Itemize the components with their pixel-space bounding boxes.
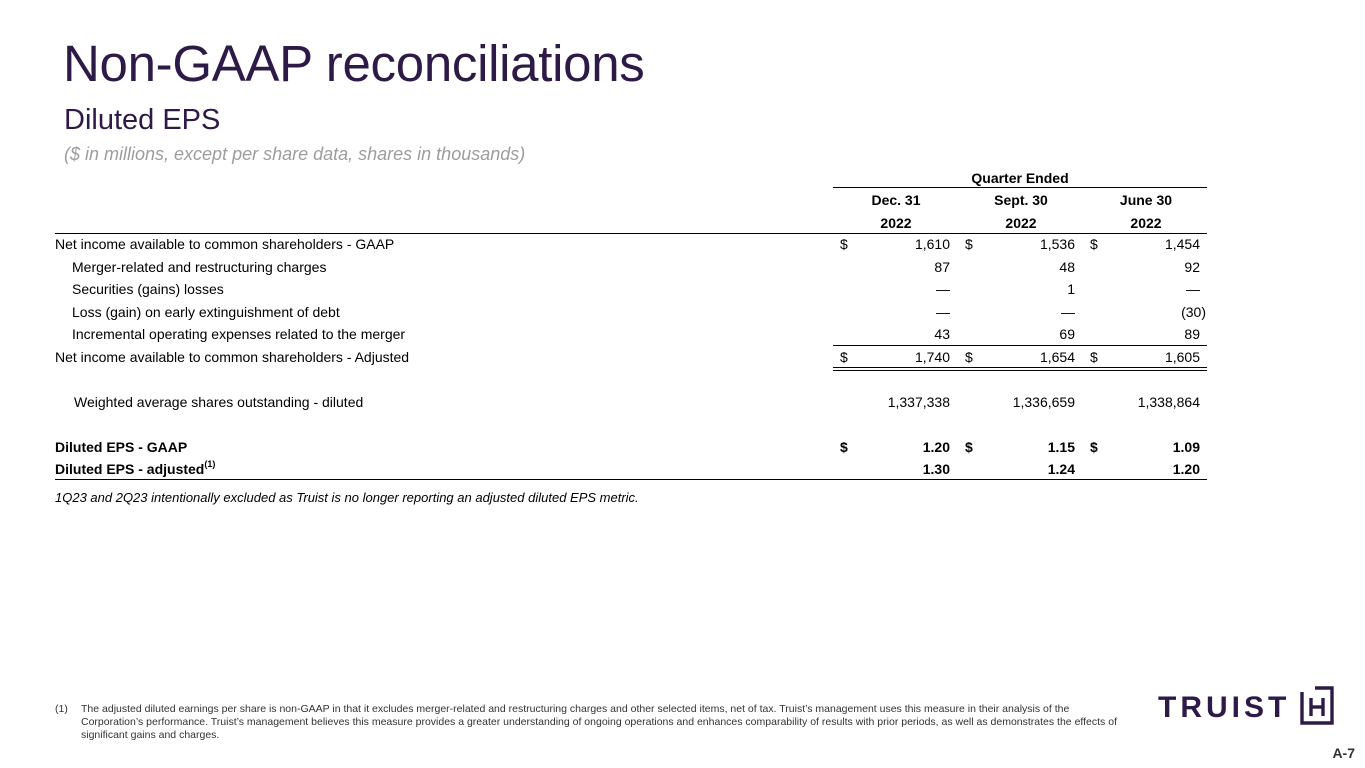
footnote [55, 703, 1130, 742]
cell-value: 87 [934, 259, 950, 275]
subtotal-underline [833, 345, 1207, 346]
footnote-marker: (1) [55, 703, 68, 715]
cell-value: 1.15 [1047, 439, 1075, 455]
row-label: Incremental operating expenses related to the merger [72, 326, 406, 342]
row-label-text: Diluted EPS - adjusted [55, 461, 205, 477]
exclusion-note: 1Q23 and 2Q23 intentionally excluded as Truist is no longer reporting an adjusted diluted EPS metric. [55, 490, 639, 505]
column-header-year: 2022 [1005, 215, 1037, 231]
table-row [55, 303, 1207, 321]
cell-value: — [1186, 281, 1200, 297]
row-label [55, 460, 215, 478]
dollar-sign: $ [840, 349, 848, 365]
table-row [55, 460, 1207, 478]
row-label: Weighted average shares outstanding - diluted [74, 394, 364, 410]
cell-value: 1,605 [1164, 349, 1200, 365]
column-header-month: Sept. 30 [994, 192, 1048, 208]
cell-value: 1.24 [1047, 461, 1075, 477]
row-label: Securities (gains) losses [72, 281, 224, 297]
cell-value: 1,337,338 [887, 394, 950, 410]
column-header-month: June 30 [1119, 192, 1173, 208]
table-row [55, 325, 1207, 343]
dollar-sign: $ [1090, 439, 1098, 455]
quarter-ended-header: Quarter Ended [971, 170, 1069, 186]
dollar-sign: $ [1090, 349, 1098, 365]
footnote-text: The adjusted diluted earnings per share is non-GAAP in that it excludes merger-related and restructuring charges and other selected items, net of tax. Truist’s management uses this measure in their analysis of the Corporation’s performance. Truist’s management believes this measure provides a greater understanding of ongoing operations and enhances comparability of results with prior periods, as well as demonstrates the effects of significant gains and charges. [81, 703, 1117, 741]
table-bottom-line [55, 479, 1207, 480]
cell-value: — [936, 304, 950, 320]
dollar-sign: $ [840, 439, 848, 455]
cell-value: 1.20 [1172, 461, 1200, 477]
cell-value: 1,610 [914, 236, 950, 252]
page-subtitle: Diluted EPS [64, 104, 221, 136]
row-label: Merger-related and restructuring charges [72, 259, 327, 275]
header-divider [833, 187, 1207, 188]
page-number: A-7 [1332, 745, 1355, 761]
cell-value: — [1061, 304, 1075, 320]
cell-value: — [936, 281, 950, 297]
row-label: Diluted EPS - GAAP [55, 439, 188, 455]
dollar-sign: $ [965, 236, 973, 252]
cell-value: 69 [1059, 326, 1075, 342]
cell-value: 48 [1059, 259, 1075, 275]
cell-value: 92 [1184, 259, 1200, 275]
dollar-sign: $ [965, 439, 973, 455]
row-label: Net income available to common shareholders - GAAP [55, 236, 395, 252]
row-label: Loss (gain) on early extinguishment of debt [72, 304, 340, 320]
table-row [55, 280, 1207, 298]
cell-value: 1,336,659 [1012, 394, 1075, 410]
cell-value: 1.20 [922, 439, 950, 455]
footnote-reference: (1) [204, 459, 216, 470]
column-header-year: 2022 [880, 215, 912, 231]
table-row [55, 235, 1207, 253]
units-note: ($ in millions, except per share data, shares in thousands) [64, 144, 526, 164]
cell-value: 1,454 [1164, 236, 1200, 252]
dollar-sign: $ [1090, 236, 1098, 252]
cell-value: 43 [934, 326, 950, 342]
cell-value: 1.30 [922, 461, 950, 477]
cell-value: (30) [1181, 304, 1206, 320]
row-label: Net income available to common shareholders - Adjusted [55, 349, 410, 365]
table-row [55, 348, 1207, 366]
column-header-year: 2022 [1130, 215, 1162, 231]
total-double-underline [833, 370, 1207, 371]
logo-wordmark: TRUIST [1158, 691, 1291, 724]
dollar-sign: $ [840, 236, 848, 252]
page-title: Non-GAAP reconciliations [63, 35, 645, 92]
cell-value: 89 [1184, 326, 1200, 342]
cell-value: 1,740 [914, 349, 950, 365]
cell-value: 1 [1067, 281, 1075, 297]
table-row [55, 393, 1207, 411]
column-header-month: Dec. 31 [871, 192, 921, 208]
truist-logo-icon [1300, 686, 1334, 731]
cell-value: 1.09 [1172, 439, 1200, 455]
truist-logo [1158, 688, 1334, 728]
table-header-line [55, 233, 1207, 234]
dollar-sign: $ [965, 349, 973, 365]
cell-value: 1,536 [1039, 236, 1075, 252]
table-row [55, 258, 1207, 276]
cell-value: 1,654 [1039, 349, 1075, 365]
cell-value: 1,338,864 [1137, 394, 1200, 410]
table-row [55, 438, 1207, 456]
total-double-underline [833, 367, 1207, 368]
